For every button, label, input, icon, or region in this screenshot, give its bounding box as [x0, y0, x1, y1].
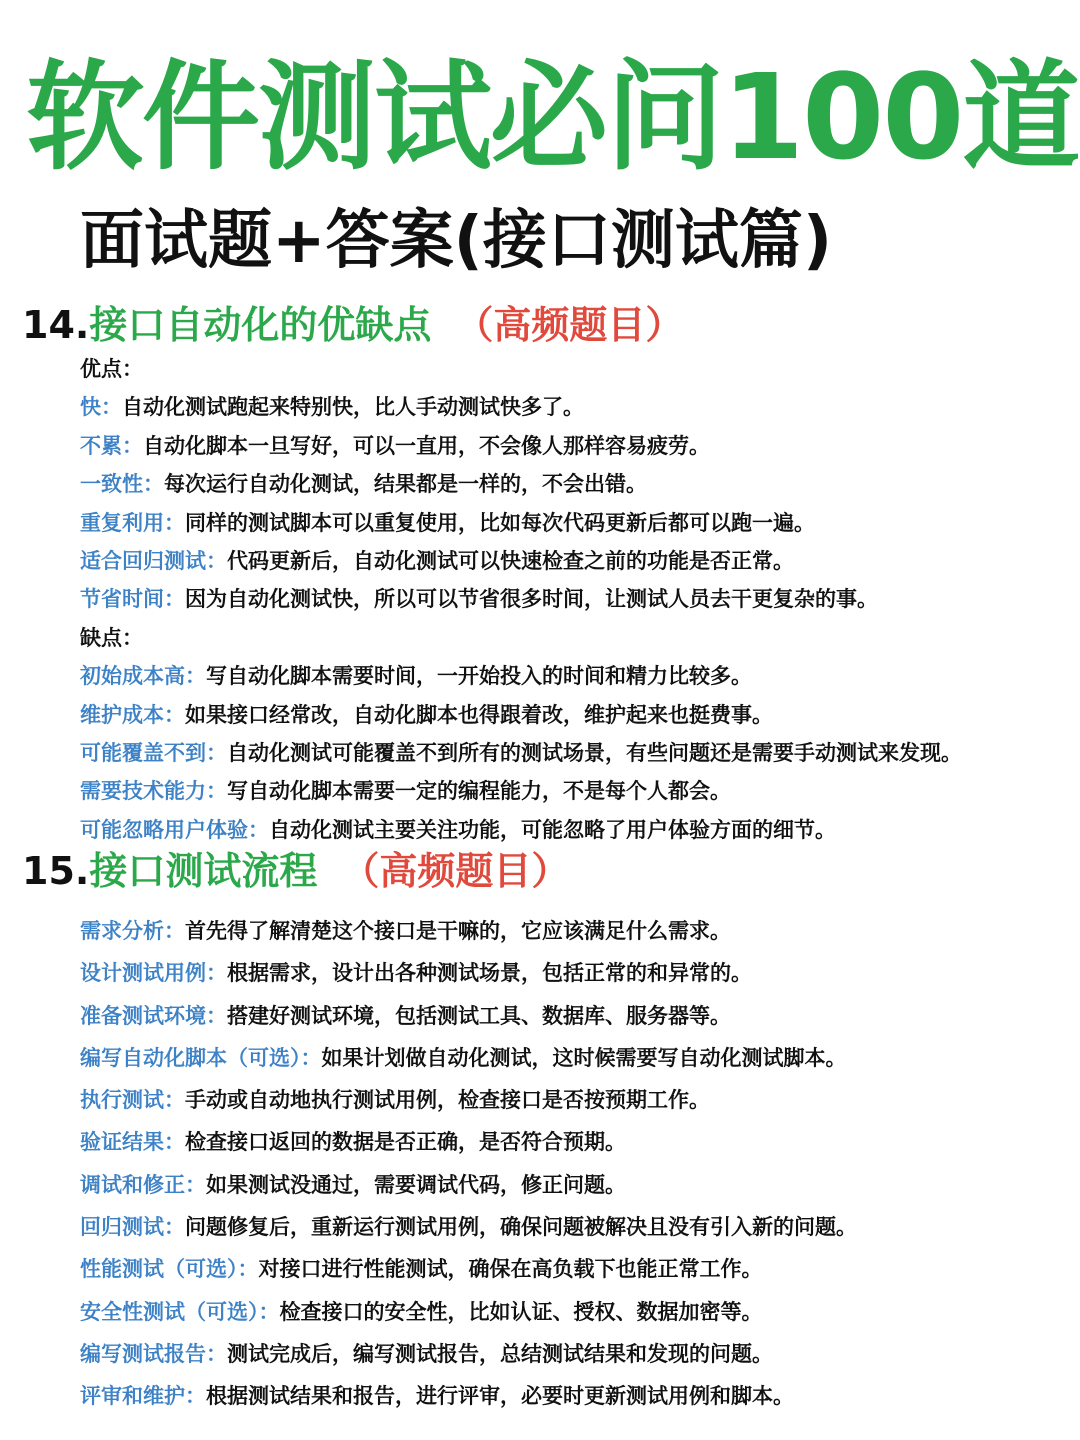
item-text: 检查接口的安全性，比如认证、授权、数据加密等。	[279, 1299, 763, 1324]
frequency-badge: （高频题目）	[341, 849, 570, 893]
item-text: 对接口进行性能测试，确保在高负载下也能正常工作。	[258, 1257, 763, 1282]
item-label: 节省时间：	[80, 587, 185, 612]
page-subtitle: 面试题+答案(接口测试篇)	[80, 204, 833, 278]
list-item	[80, 657, 1060, 695]
list-item	[80, 580, 1060, 618]
list-item	[80, 734, 1060, 772]
list-item	[80, 910, 1060, 952]
item-text: 写自动化脚本需要一定的编程能力，不是每个人都会。	[227, 779, 731, 804]
frequency-badge: （高频题目）	[455, 303, 684, 347]
item-text: 因为自动化测试快，所以可以节省很多时间，让测试人员去干更复杂的事。	[185, 587, 878, 612]
item-label: 安全性测试（可选）：	[80, 1299, 280, 1324]
list-item	[80, 772, 1060, 810]
item-text: 检查接口返回的数据是否正确，是否符合预期。	[185, 1130, 626, 1155]
section-number: 14.	[22, 303, 90, 347]
item-text: 代码更新后，自动化测试可以快速检查之前的功能是否正常。	[227, 548, 794, 573]
list-item	[80, 952, 1060, 994]
list-item	[80, 1375, 1060, 1417]
item-label: 不累：	[80, 433, 143, 458]
item-text: 每次运行自动化测试，结果都是一样的，不会出错。	[164, 472, 647, 497]
item-label: 重复利用：	[80, 510, 185, 535]
item-label: 维护成本：	[80, 702, 185, 727]
item-text: 根据测试结果和报告，进行评审，必要时更新测试用例和脚本。	[206, 1384, 794, 1409]
item-label: 编写自动化脚本（可选）：	[80, 1045, 322, 1070]
item-label: 评审和维护：	[80, 1384, 206, 1409]
item-label: 适合回归测试：	[80, 548, 227, 573]
item-label: 初始成本高：	[80, 664, 206, 689]
list-item	[80, 427, 1060, 465]
item-text: 如果计划做自动化测试，这时候需要写自动化测试脚本。	[321, 1045, 847, 1070]
list-item	[80, 1121, 1060, 1163]
item-text: 根据需求，设计出各种测试场景，包括正常的和异常的。	[227, 961, 752, 986]
list-item	[80, 1164, 1060, 1206]
item-text: 自动化测试跑起来特别快，比人手动测试快多了。	[122, 395, 584, 420]
item-text: 如果测试没通过，需要调试代码，修正问题。	[206, 1172, 626, 1197]
list-item	[80, 388, 1060, 426]
item-label: 可能覆盖不到：	[80, 740, 227, 765]
item-label: 性能测试（可选）：	[80, 1257, 259, 1282]
list-item	[80, 696, 1060, 734]
item-label: 调试和修正：	[80, 1172, 206, 1197]
list-item	[80, 1079, 1060, 1121]
list-item	[80, 1206, 1060, 1248]
list-item	[80, 1333, 1060, 1375]
item-text: 同样的测试脚本可以重复使用，比如每次代码更新后都可以跑一遍。	[185, 510, 815, 535]
item-label: 一致性：	[80, 472, 164, 497]
item-text: 搭建好测试环境，包括测试工具、数据库、服务器等。	[227, 1003, 731, 1028]
list-item	[80, 1248, 1060, 1290]
item-label: 需求分析：	[80, 919, 185, 943]
item-label: 需要技术能力：	[80, 779, 227, 804]
list-item	[80, 1291, 1060, 1333]
item-text: 自动化脚本一旦写好，可以一直用，不会像人那样容易疲劳。	[143, 433, 710, 458]
section-14-list	[80, 350, 1060, 849]
list-item	[80, 350, 1060, 388]
item-text: 优点：	[80, 357, 143, 381]
item-text: 手动或自动地执行测试用例，检查接口是否按预期工作。	[185, 1088, 710, 1113]
item-text: 缺点：	[80, 625, 143, 650]
item-label: 准备测试环境：	[80, 1003, 227, 1028]
list-item	[80, 504, 1060, 542]
section-heading-15	[22, 846, 569, 896]
list-item	[80, 542, 1060, 580]
section-heading-14	[22, 300, 683, 350]
item-text: 如果接口经常改，自动化脚本也得跟着改，维护起来也挺费事。	[185, 702, 773, 727]
item-text: 问题修复后，重新运行测试用例，确保问题被解决且没有引入新的问题。	[185, 1215, 857, 1240]
item-text: 自动化测试可能覆盖不到所有的测试场景，有些问题还是需要手动测试来发现。	[227, 740, 962, 765]
section-15-list	[80, 910, 1060, 1418]
item-text: 测试完成后，编写测试报告，总结测试结果和发现的问题。	[227, 1341, 773, 1366]
item-label: 快：	[80, 395, 122, 420]
item-label: 执行测试：	[80, 1088, 185, 1113]
section-title: 接口自动化的优缺点	[89, 303, 432, 347]
item-label: 设计测试用例：	[80, 961, 227, 986]
list-item	[80, 1037, 1060, 1079]
item-label: 可能忽略用户体验：	[80, 817, 269, 842]
item-text: 首先得了解清楚这个接口是干嘛的，它应该满足什么需求。	[185, 919, 731, 943]
item-label: 编写测试报告：	[80, 1341, 227, 1366]
list-item	[80, 995, 1060, 1037]
item-label: 验证结果：	[80, 1130, 185, 1155]
list-item	[80, 811, 1060, 849]
section-title: 接口测试流程	[89, 849, 318, 893]
list-item	[80, 619, 1060, 657]
page-title: 软件测试必问100道	[26, 48, 1079, 186]
item-text: 写自动化脚本需要时间，一开始投入的时间和精力比较多。	[206, 664, 752, 689]
section-number: 15.	[22, 849, 90, 893]
item-label: 回归测试：	[80, 1215, 185, 1240]
item-text: 自动化测试主要关注功能，可能忽略了用户体验方面的细节。	[269, 817, 836, 842]
list-item	[80, 465, 1060, 503]
